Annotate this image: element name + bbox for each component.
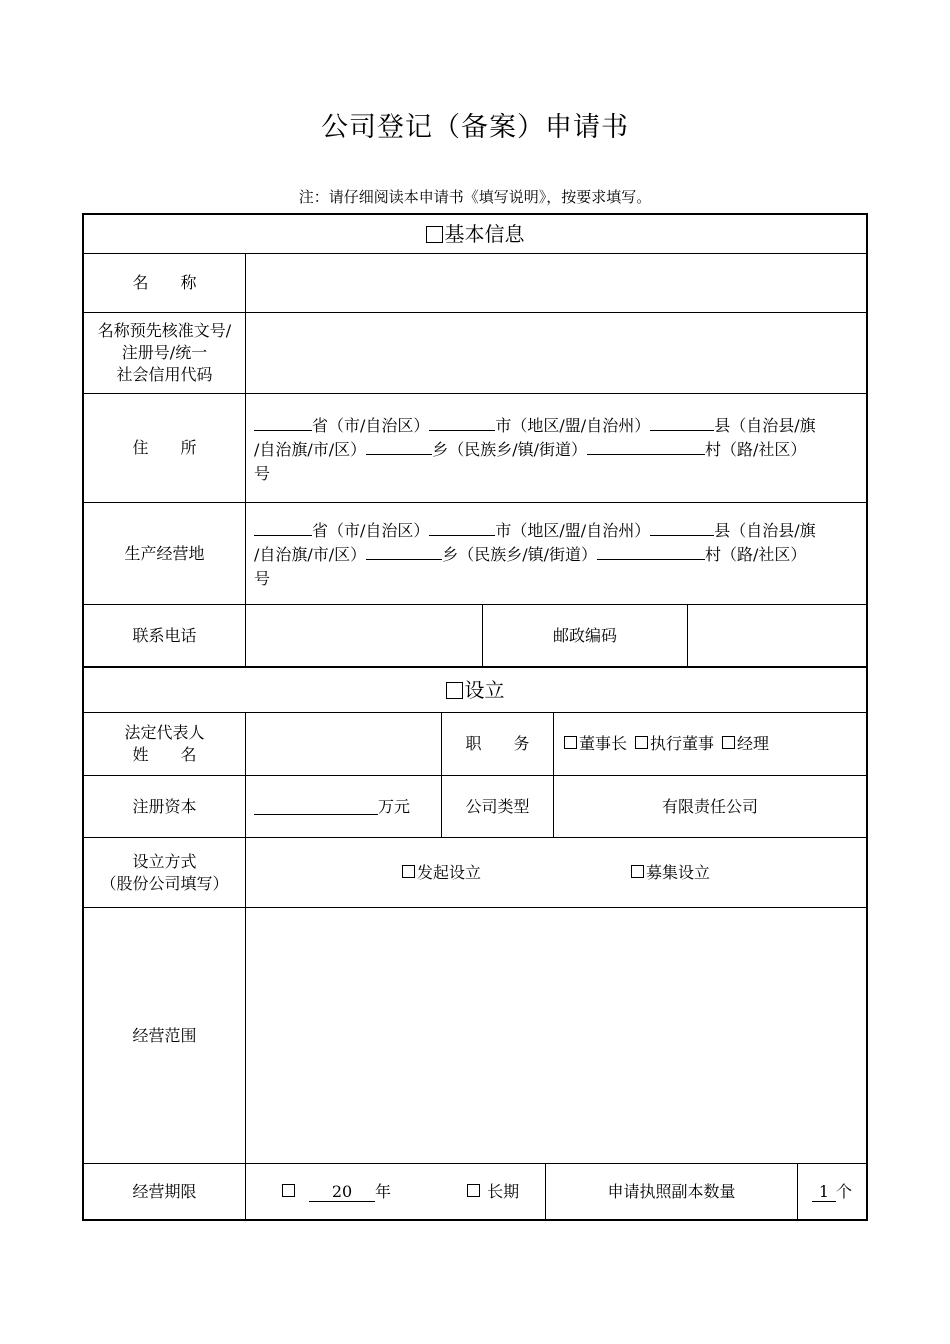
blank-line[interactable] xyxy=(650,414,714,431)
label-phone: 联系电话 xyxy=(132,625,197,645)
postal-code-field[interactable] xyxy=(688,605,866,666)
section-basic-info[interactable]: 基本信息 xyxy=(84,215,866,253)
label-production-site: 生产经营地 xyxy=(124,543,205,563)
option-fixed-term[interactable] xyxy=(282,1181,297,1203)
business-term-options: 20 年 长期 xyxy=(246,1164,545,1220)
phone-field[interactable] xyxy=(246,605,482,666)
label-registered-capital: 注册资本 xyxy=(132,796,197,816)
label-name: 名 称 xyxy=(132,273,197,292)
fill-note: 注：请仔细阅读本申请书《填写说明》，按要求填写。 xyxy=(298,188,652,206)
checkbox-icon[interactable] xyxy=(426,226,443,243)
label-company-type: 公司类型 xyxy=(465,796,530,816)
legal-representative-field[interactable] xyxy=(246,713,441,775)
blank-line[interactable] xyxy=(429,519,495,536)
blank-line[interactable] xyxy=(587,438,705,455)
company-type-value: 有限责任公司 xyxy=(661,796,758,816)
setup-method-options xyxy=(246,838,866,907)
label-setup-method: 设立方式 （股份公司填写） xyxy=(100,851,229,893)
license-copies-field[interactable]: 1 个 xyxy=(798,1164,866,1220)
label-legal-representative: 法定代表人 姓 名 xyxy=(124,723,205,764)
name-field[interactable] xyxy=(246,254,866,312)
label-license-copies: 申请执照副本数量 xyxy=(607,1182,736,1201)
blank-line[interactable] xyxy=(254,798,378,815)
checkbox-icon[interactable] xyxy=(402,865,415,878)
blank-line[interactable] xyxy=(254,519,312,536)
residence-address[interactable]: 省（市/自治区） 市（地区/盟/自治州） 县（自治县/旗 /自治旗/市/区） 乡（民族乡/镇/街道） 村（路/社区） 号 xyxy=(254,416,816,483)
option-executive-director[interactable]: 执行董事 xyxy=(635,733,714,755)
term-years-value[interactable]: 20 xyxy=(309,1183,375,1202)
option-manager[interactable]: 经理 xyxy=(722,733,769,755)
blank-line[interactable] xyxy=(366,438,432,455)
label-business-scope: 经营范围 xyxy=(132,1025,197,1045)
option-long-term[interactable]: 长期 xyxy=(467,1181,519,1203)
option-chairman[interactable]: 董事长 xyxy=(564,733,627,755)
option-promotion[interactable]: 发起设立 xyxy=(402,862,481,884)
checkbox-icon[interactable] xyxy=(564,736,577,749)
checkbox-icon[interactable] xyxy=(467,1184,480,1197)
copies-value[interactable]: 1 xyxy=(812,1183,836,1202)
checkbox-icon[interactable] xyxy=(635,736,648,749)
label-registration-code: 名称预先核准文号/ 注册号/统一 社会信用代码 xyxy=(97,321,232,384)
option-subscription[interactable]: 募集设立 xyxy=(631,862,710,884)
checkbox-icon[interactable] xyxy=(446,682,463,699)
blank-line[interactable] xyxy=(429,414,495,431)
business-scope-field[interactable] xyxy=(246,908,866,1163)
blank-line[interactable] xyxy=(366,543,442,560)
blank-line[interactable] xyxy=(597,543,705,560)
label-position: 职 务 xyxy=(465,734,530,753)
label-residence: 住 所 xyxy=(132,438,197,457)
label-postal-code: 邮政编码 xyxy=(552,625,617,645)
production-address[interactable]: 省（市/自治区） 市（地区/盟/自治州） 县（自治县/旗 /自治旗/市/区） 乡（民族乡/镇/街道） 村（路/社区） 号 xyxy=(254,521,816,588)
section-setup[interactable]: 设立 xyxy=(84,668,866,712)
position-options xyxy=(554,713,866,775)
label-business-term: 经营期限 xyxy=(132,1182,197,1201)
checkbox-icon[interactable] xyxy=(722,736,735,749)
checkbox-icon[interactable] xyxy=(282,1184,295,1197)
form-title: 公司登记（备案）申请书 xyxy=(321,112,629,143)
registration-code-field[interactable] xyxy=(246,313,866,393)
registered-capital-field[interactable]: 万元 xyxy=(246,776,441,837)
blank-line[interactable] xyxy=(650,519,714,536)
checkbox-icon[interactable] xyxy=(631,865,644,878)
blank-line[interactable] xyxy=(254,414,312,431)
